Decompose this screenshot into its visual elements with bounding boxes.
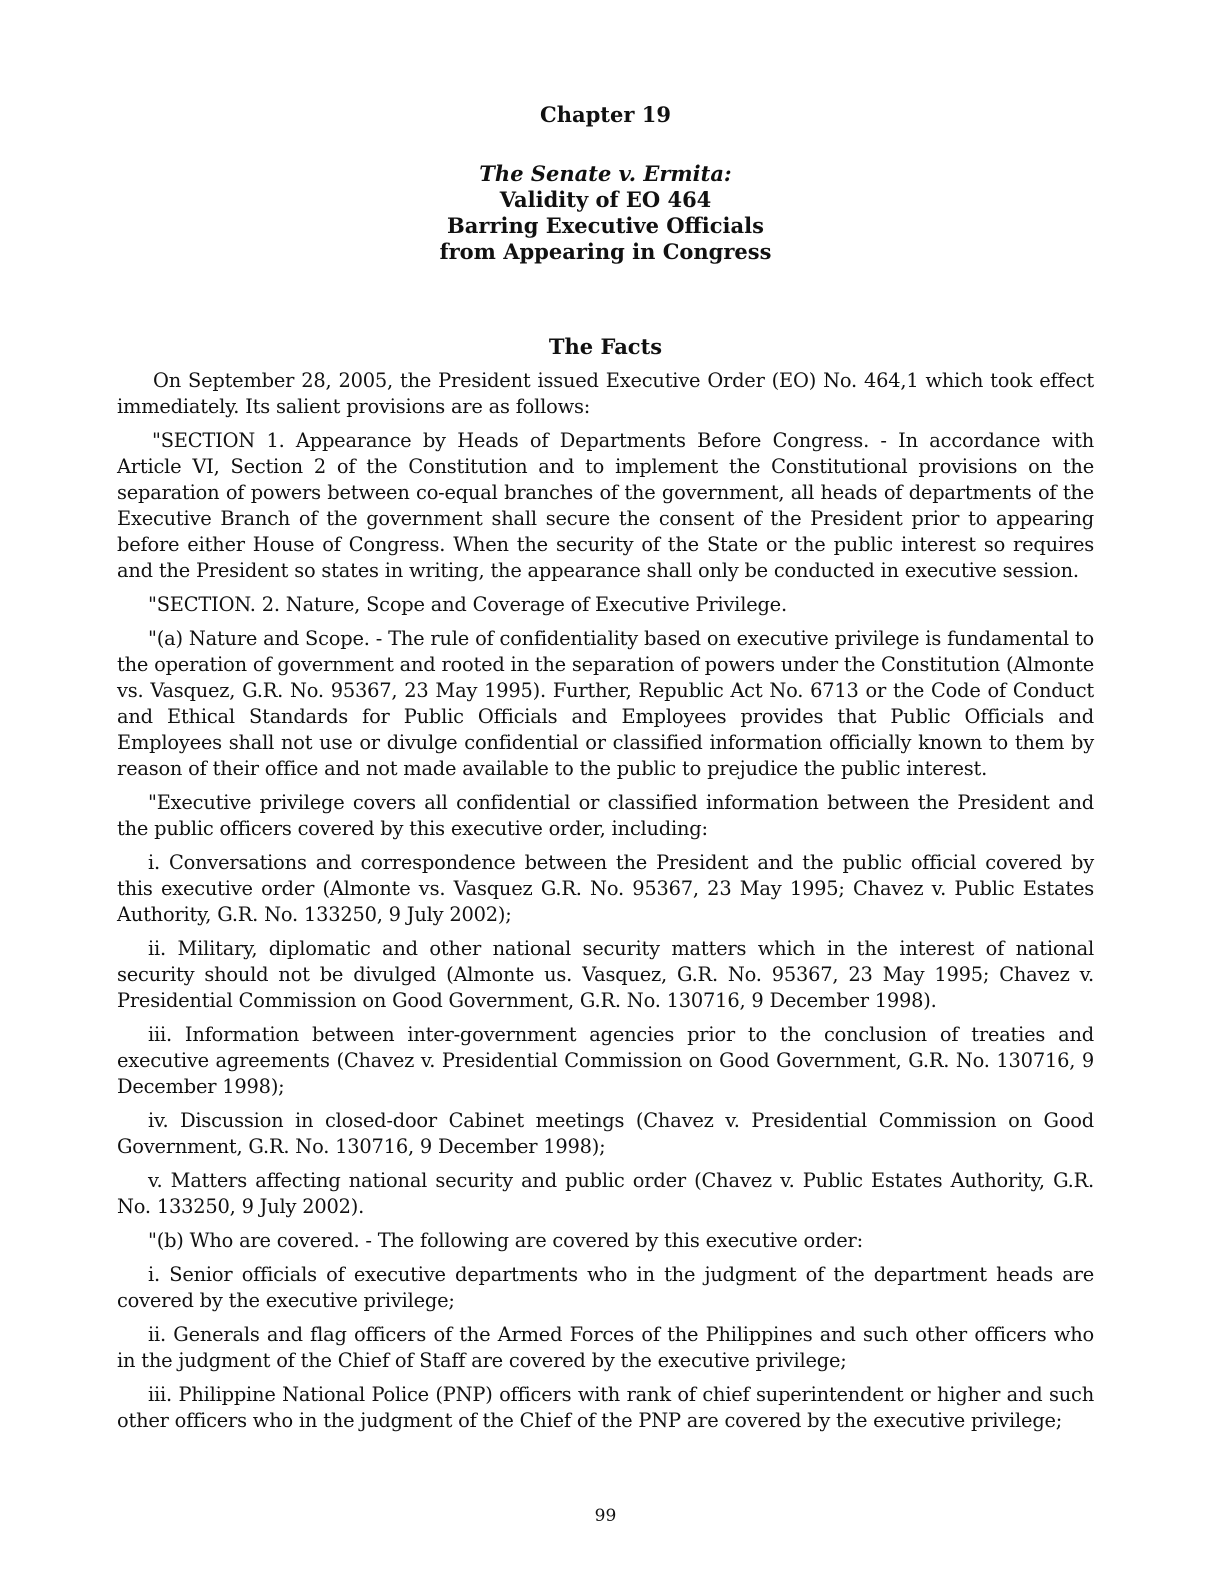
body-text [117, 368, 1094, 1442]
paragraph: "SECTION. 2. Nature, Scope and Coverage of Executive Privilege. [148, 593, 787, 616]
chapter-title-case-name: The Senate v. Ermita: [479, 161, 732, 186]
list-item: iii. Information between inter-government agencies prior to the conclusion of treaties and executive agreements (Chavez v. Presidential Commission on Good Government, G.R. No. 130716, 9 December 1998); [117, 1023, 1094, 1098]
chapter-heading: Chapter 19 [540, 102, 671, 127]
list-item: v. Matters affecting national security and public order (Chavez v. Public Estates Authority, G.R. No. 133250, 9 July 2002). [117, 1169, 1094, 1218]
paragraph: "SECTION 1. Appearance by Heads of Departments Before Congress. - In accordance with Article VI, Section 2 of the Constitution and to implement the Constitutional provisions on the separation of powers between co-equal branches of the government, all heads of departments of the Executive Branch of the government shall secure the consent of the President prior to appearing before either House of Congress. When the security of the State or the public interest so requires and the President so states in writing, the appearance shall only be conducted in executive session. [117, 429, 1094, 582]
chapter-title-line-3: Barring Executive Officials [447, 213, 764, 238]
list-item: ii. Generals and flag officers of the Armed Forces of the Philippines and such other officers who in the judgment of the Chief of Staff are covered by the executive privilege; [117, 1323, 1094, 1372]
chapter-title-line-4: from Appearing in Congress [439, 239, 772, 264]
paragraph: "(a) Nature and Scope. - The rule of confidentiality based on executive privilege is fundamental to the operation of government and rooted in the separation of powers under the Constitution (Almonte vs. Vasquez, G.R. No. 95367, 23 May 1995). Further, Republic Act No. 6713 or the Code of Conduct and Ethical Standards for Public Officials and Employees provides that Public Officials and Employees shall not use or divulge confidential or classified information officially known to them by reason of their office and not made available to the public to prejudice the public interest. [117, 627, 1094, 780]
chapter-title-line-2: Validity of EO 464 [499, 187, 712, 212]
page-number: 99 [594, 1506, 617, 1526]
paragraph: "(b) Who are covered. - The following are covered by this executive order: [148, 1229, 863, 1252]
chapter-title [117, 161, 1094, 265]
paragraph: "Executive privilege covers all confidential or classified information between the President and the public officers covered by this executive order, including: [117, 791, 1094, 840]
list-item: i. Conversations and correspondence between the President and the public official covered by this executive order (Almonte vs. Vasquez G.R. No. 95367, 23 May 1995; Chavez v. Public Estates Authority, G.R. No. 133250, 9 July 2002); [117, 851, 1094, 926]
list-item: iv. Discussion in closed-door Cabinet meetings (Chavez v. Presidential Commission on Good Government, G.R. No. 130716, 9 December 1998); [117, 1109, 1094, 1158]
list-item: ii. Military, diplomatic and other national security matters which in the interest of national security should not be divulged (Almonte us. Vasquez, G.R. No. 95367, 23 May 1995; Chavez v. Presidential Commission on Good Government, G.R. No. 130716, 9 December 1998). [117, 937, 1094, 1012]
section-heading-facts: The Facts [548, 334, 663, 359]
paragraph: On September 28, 2005, the President issued Executive Order (EO) No. 464,1 which took effect immediately. Its salient provisions are as follows: [117, 369, 1094, 418]
list-item: iii. Philippine National Police (PNP) officers with rank of chief superintendent or higher and such other officers who in the judgment of the Chief of the PNP are covered by the executive privilege; [117, 1383, 1094, 1432]
document-page [117, 0, 1094, 1584]
list-item: i. Senior officials of executive departments who in the judgment of the department heads are covered by the executive privilege; [117, 1263, 1094, 1312]
